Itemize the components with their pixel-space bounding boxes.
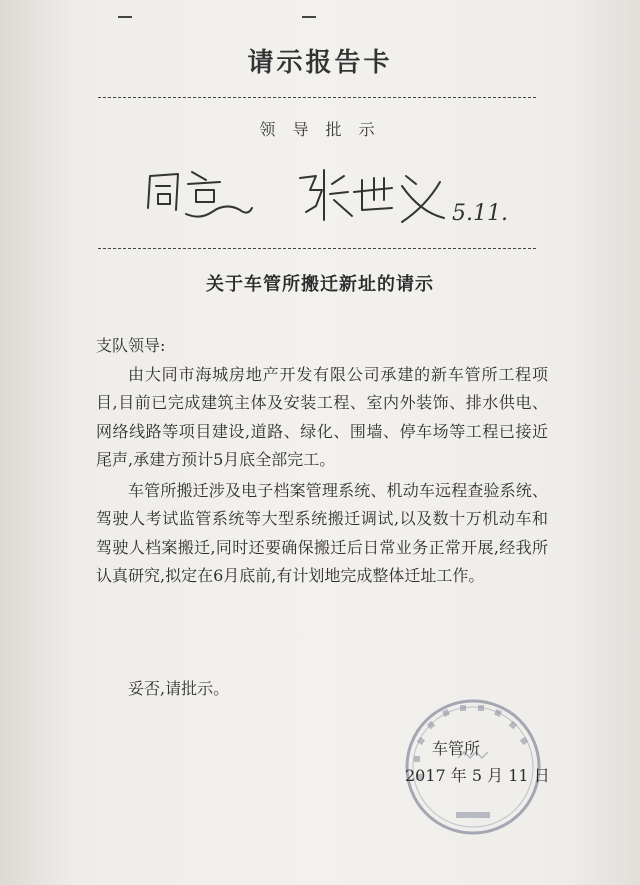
corner-mark — [118, 16, 132, 18]
body-paragraph: 车管所搬迁涉及电子档案管理系统、机动车远程查验系统、驾驶人考试监管系统等大型系统搬迁调试,以及数十万机动车和驾驶人档案搬迁,同时还要确保搬迁后日常业务正常开展,经我所认真研究,拟定在6月底前,有计划地完成整体迁址工作。 — [96, 480, 548, 585]
request-title: 关于车管所搬迁新址的请示 — [206, 274, 434, 295]
signer: 车管所 — [432, 739, 481, 758]
salutation: 支队领导: — [96, 336, 166, 355]
middle-divider — [98, 248, 536, 249]
closing-line: 妥否,请批示。 — [128, 679, 230, 698]
corner-mark — [302, 16, 316, 18]
signature-date: 2017 年 5 月 11 日 — [405, 766, 550, 785]
card-title: 请示报告卡 — [247, 48, 393, 78]
body-paragraph: 由大同市海城房地产开发有限公司承建的新车管所工程项目,目前已完成建筑主体及安装工程、室内外装饰、排水供电、网络线路等项目建设,道路、绿化、围墙、停车场等工程已接近尾声,承建方预计5月底全部完工。 — [96, 364, 548, 469]
top-divider — [98, 97, 536, 98]
handwritten-date: 5.11. — [452, 201, 508, 226]
handwritten-approval — [140, 150, 520, 240]
request-body — [96, 332, 548, 591]
approval-section-label: 领 导 批 示 — [259, 120, 381, 139]
